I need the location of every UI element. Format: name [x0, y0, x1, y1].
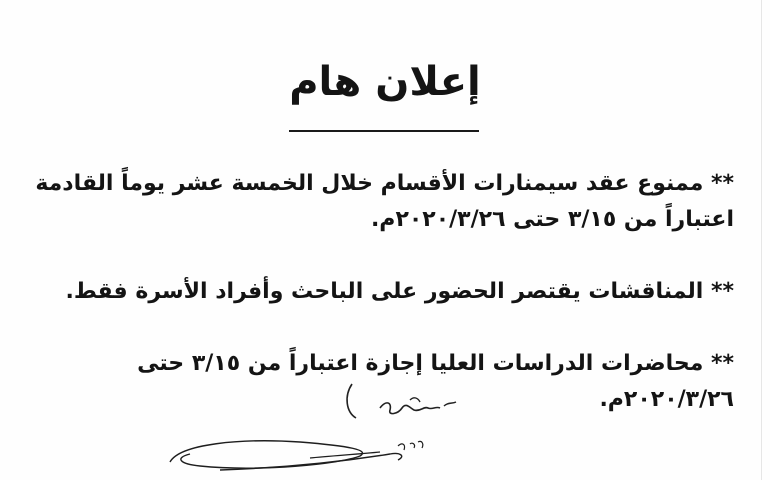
item-3-line-2: ٢٠٢٠/٣/٢٦م.	[599, 387, 734, 412]
title-underline	[289, 130, 479, 132]
item-2: ** المناقشات يقتصر الحضور على الباحث وأفراد الأسرة فقط.	[65, 279, 734, 304]
item-1-line-1: ** ممنوع عقد سيمنارات الأقسام خلال الخمسة عشر يوماً القادمة	[35, 171, 734, 196]
announcement-title: إعلان هام	[289, 59, 481, 105]
small-signature-icon	[340, 378, 460, 428]
large-signature-icon	[160, 432, 450, 480]
item-1-line-2: اعتباراً من ٣/١٥ حتى ٢٠٢٠/٣/٢٦م.	[370, 207, 734, 232]
item-3-line-1: ** محاضرات الدراسات العليا إجازة اعتباراً من ٣/١٥ حتى	[137, 351, 734, 376]
